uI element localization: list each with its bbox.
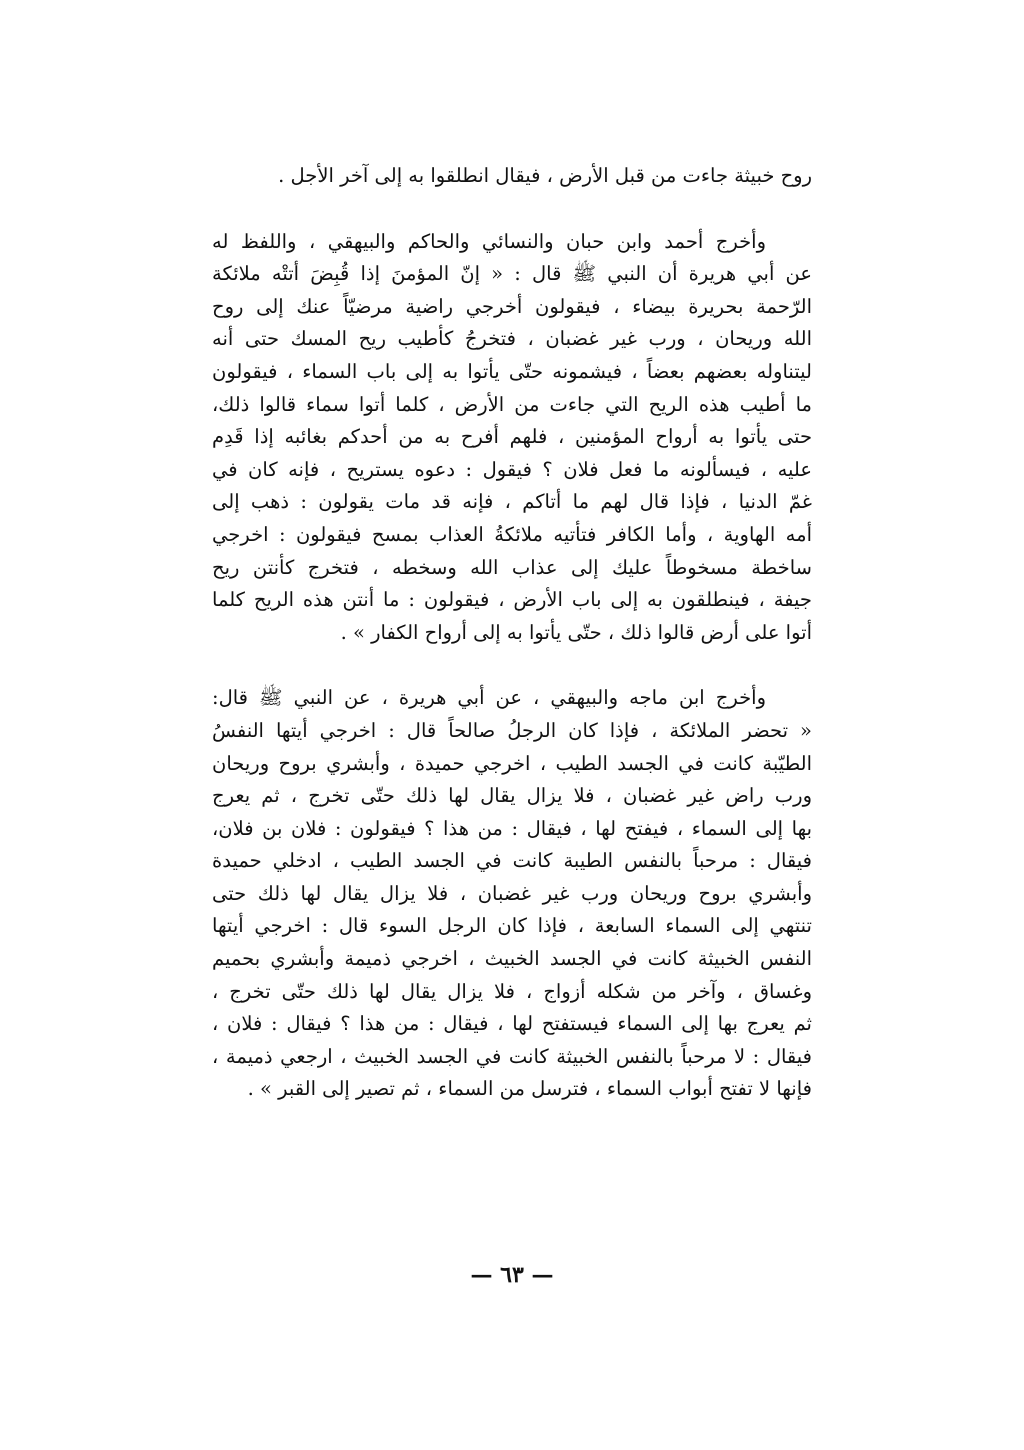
text-line: « تحضر الملائكة ، فإذا كان الرجلُ صالحاً قال : اخرجي أيتها النفسُ xyxy=(212,718,812,742)
text-line: وأخرج أحمد وابن حبان والنسائي والحاكم والبيهقي ، واللفظ له xyxy=(212,229,766,253)
paragraph-1 xyxy=(212,160,812,193)
text-line: الطيّبة كانت في الجسد الطيب ، اخرجي حميدة ، وأبشري بروح وريحان xyxy=(212,751,812,775)
text-line: وأبشري بروح وريحان ورب غير غضبان ، فلا يزال يقال لها ذلك حتى xyxy=(212,881,812,905)
paragraph-3 xyxy=(212,682,812,1106)
text-line: غمّ الدنيا ، فإذا قال لهم ما أتاكم ، فإنه قد مات يقولون : ذهب إلى xyxy=(212,490,812,514)
page-body xyxy=(212,160,812,1106)
paragraph-spacer xyxy=(212,193,812,226)
text-line: عن أبي هريرة أن النبي ﷺ قال : « إنّ المؤمنَ إذا قُبِضَ أتتْه ملائكة xyxy=(212,262,812,286)
text-line: أتوا على أرض قالوا ذلك ، حتّى يأتوا به إلى أرواح الكفار » . xyxy=(340,620,812,644)
text-line: عليه ، فيسألونه ما فعل فلان ؟ فيقول : دعوه يستريح ، فإنه كان في xyxy=(212,457,812,481)
text-line: روح خبيثة جاءت من قبل الأرض ، فيقال انطلقوا به إلى آخر الأجل . xyxy=(278,164,812,187)
text-line: أمه الهاوية ، وأما الكافر فتأتيه ملائكةُ العذاب بمسح فيقولون : اخرجي xyxy=(212,522,812,546)
text-line: ما أطيب هذه الريح التي جاءت من الأرض ، كلما أتوا سماء قالوا ذلك، xyxy=(212,392,812,416)
text-line: ساخطة مسخوطاً عليك إلى عذاب الله وسخطه ، فتخرج كأنتن ريح xyxy=(212,555,812,579)
text-line: ورب راض غير غضبان ، فلا يزال يقال لها ذلك حتّى تخرج ، ثم يعرج xyxy=(212,784,812,808)
text-line: جيفة ، فينطلقون به إلى باب الأرض ، فيقولون : ما أنتن هذه الريح كلما xyxy=(212,588,812,612)
text-line: فإنها لا تفتح أبواب السماء ، فترسل من السماء ، ثم تصير إلى القبر » . xyxy=(247,1077,812,1101)
paragraph-spacer xyxy=(212,649,812,682)
text-line: النفس الخبيثة كانت في الجسد الخبيث ، اخرجي ذميمة وأبشري بحميم xyxy=(212,947,812,971)
text-line: ليتناوله بعضهم بعضاً ، فيشمونه حتّى يأتوا به إلى باب السماء ، فيقولون xyxy=(212,359,812,383)
text-line: وأخرج ابن ماجه والبيهقي ، عن أبي هريرة ، عن النبي ﷺ قال: xyxy=(212,686,766,710)
text-line: فيقال : مرحباً بالنفس الطيبة كانت في الجسد الطيب ، ادخلي حميدة xyxy=(212,849,812,873)
text-line: تنتهي إلى السماء السابعة ، فإذا كان الرجل السوء قال : اخرجي أيتها xyxy=(212,914,812,938)
text-line: حتى يأتوا به أرواح المؤمنين ، فلهم أفرح به من أحدكم بغائبه إذا قَدِم xyxy=(212,425,812,449)
text-line: الرّحمة بحريرة بيضاء ، فيقولون أخرجي راضية مرضيّاً عنك إلى روح xyxy=(212,294,812,318)
text-line: بها إلى السماء ، فيفتح لها ، فيقال : من هذا ؟ فيقولون : فلان بن فلان، xyxy=(212,816,812,840)
text-line: وغساق ، وآخر من شكله أزواج ، فلا يزال يقال لها ذلك حتّى تخرج ، xyxy=(212,979,812,1003)
text-line: الله وريحان ، ورب غير غضبان ، فتخرجُ كأطيب ريح المسك حتى أنه xyxy=(212,327,812,351)
text-line: ثم يعرج بها إلى السماء فيستفتح لها ، فيقال : من هذا ؟ فيقال : فلان ، xyxy=(212,1012,812,1036)
paragraph-2 xyxy=(212,226,812,650)
page-number: — ٦٣ — xyxy=(470,1262,554,1288)
text-line: فيقال : لا مرحباً بالنفس الخبيثة كانت في الجسد الخبيث ، ارجعي ذميمة ، xyxy=(212,1044,812,1068)
